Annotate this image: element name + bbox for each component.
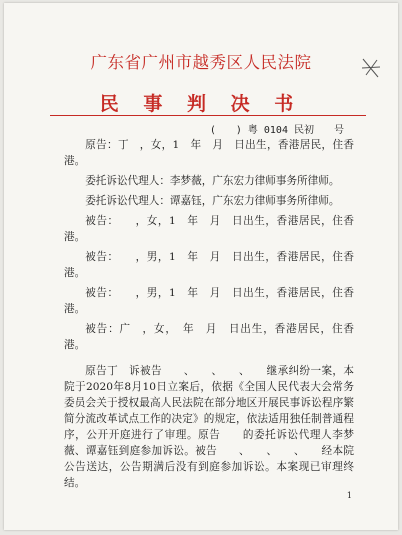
- plaintiff-line: 原告：丁 ，女，1 年 月 日出生，香港居民，住香港。: [64, 139, 354, 167]
- defendant-line: 被告： ，女，1 年 月 日出生，香港居民，住香港。: [64, 215, 354, 243]
- document-body: [64, 137, 354, 495]
- title-divider: [50, 115, 366, 116]
- case-summary-paragraph: 原告丁 诉被告 、 、 、 继承纠纷一案，本院于2020年8月10日立案后，依据《全国人民代表大会常务委员会关于授权最高人民法院在部分地区开展民事诉讼程序繁简分流改革试点工作的决定》的规定，依法适用独任制普通程序，公开开庭进行了审理。原告 的委托诉讼代理人李梦薇、谭嘉钰到庭参加诉讼。被告 、 、 、 经本院公告送达，公告期满后没有到庭参加诉讼。本案现已审理终结。: [64, 365, 354, 489]
- document-title: 民 事 判 决 书: [99, 93, 303, 115]
- case-number: ( ) 粤 0104 民初 号: [209, 125, 344, 136]
- defendant-line: 被告：广 ，女， 年 月 日出生，香港居民，住香港。: [64, 323, 354, 351]
- page-number: 1: [346, 491, 352, 500]
- defendant-line: 被告： ，男，1 年 月 日出生，香港居民，住香港。: [64, 251, 354, 279]
- court-name: 广东省广州市越秀区人民法院: [90, 53, 312, 72]
- agent-line: 委托诉讼代理人：李梦薇，广东宏力律师事务所律师。: [85, 175, 340, 187]
- agent-line: 委托诉讼代理人：谭嘉钰，广东宏力律师事务所律师。: [85, 195, 340, 207]
- defendant-line: 被告： ，男，1 年 月 日出生，香港居民，住香港。: [64, 287, 354, 315]
- document-page: [4, 3, 398, 530]
